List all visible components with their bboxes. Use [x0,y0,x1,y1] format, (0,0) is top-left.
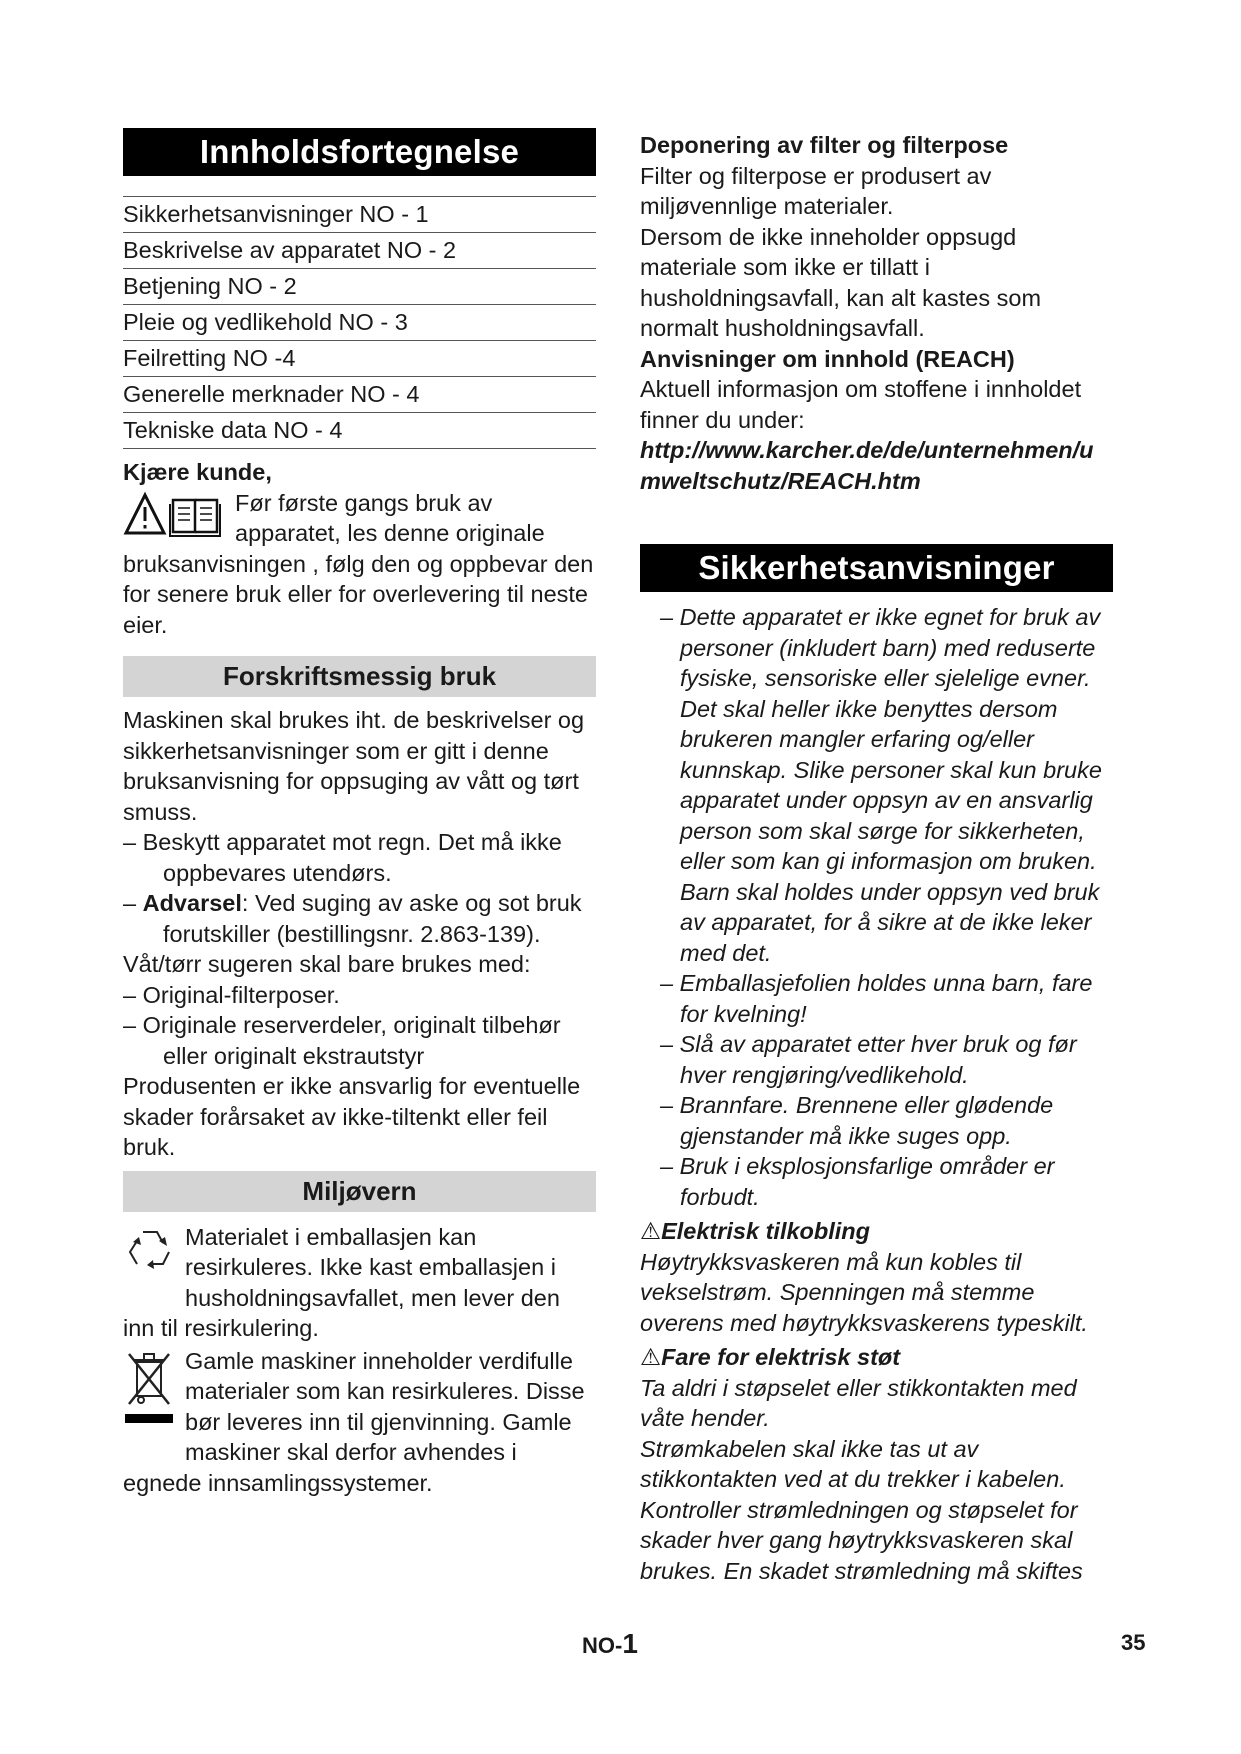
shock-paragraph: Strømkabelen skal ikke tas ut av stikkontakten ved at du trekker i kabelen. [640,1435,1066,1492]
weee-text: Gamle maskiner inneholder verdifulle materialer som kan resirkuleres. Disse bør leveres inn til gjenvinning. Gamle maskiner skal derfor avhendes i egnede innsamlingssystemer. [123,1347,585,1496]
toc-item[interactable]: Beskrivelse av apparatet NO - 2 [123,233,596,269]
greeting: Kjære kunde, [123,459,272,485]
toc-item[interactable]: Feilretting NO -4 [123,341,596,377]
intro-text: Før første gangs bruk av apparatet, les denne originale bruksanvisningen , følg den og oppbevar den for senere bruk eller for overlevering til neste eier. [123,489,594,638]
safety-title: Sikkerhetsanvisninger [640,544,1113,592]
disposal-heading: Deponering av filter og filterpose [640,132,1009,158]
disposal-paragraph: Dersom de ikke inneholder oppsugd materiale som ikke er tillatt i husholdningsavfall, kan alt kastes som normalt husholdningsavfall. [640,223,1042,341]
list-item: – Beskytt apparatet mot regn. Det må ikke oppbevares utendørs. [123,829,562,886]
list-item: – Original-filterposer. [123,981,340,1008]
shock-paragraph: Ta aldri i støpselet eller stikkontakten med våte hender. [640,1374,1077,1431]
safety-list [640,602,1113,1212]
intro-block [123,488,596,641]
list-item: – Emballasjefolien holdes unna barn, fare for kvelning! [660,970,1093,1027]
toc-list [123,196,596,449]
crossed-bin-icon [123,1348,177,1442]
intended-use-paragraph: Produsenten er ikke ansvarlig for eventuelle skader forårsaket av ikke-tiltenkt eller feil bruk. [123,1073,581,1160]
electrical-heading: ⚠Elektrisk tilkobling [640,1218,871,1244]
page-label: NO-1 [582,1628,638,1659]
list-item: – Originale reserverdeler, originalt tilbehør eller originalt ekstrautstyr [123,1012,561,1069]
shock-paragraph: Kontroller strømledningen og støpselet for skader hver gang høytrykksvaskeren skal brukes. En skadet strømledning må skiftes [640,1496,1083,1584]
recycling-text: Materialet i emballasjen kan resirkuleres. Ikke kast emballasjen i husholdningsavfallet, men lever den inn til resirkulering. [123,1223,560,1341]
disposal-paragraph: Filter og filterpose er produsert av miljøvennlige materialer. [640,162,992,219]
intended-use-title: Forskriftsmessig bruk [123,656,596,697]
warning-icon: ⚠ [640,1218,662,1244]
toc-item[interactable]: Pleie og vedlikehold NO - 3 [123,305,596,341]
warning-icon: ⚠ [640,1344,662,1370]
warning-label: Advarsel [142,890,242,916]
list-item: – Advarsel: Ved suging av aske og sot bruk forutskiller (bestillingsnr. 2.863-139). [123,890,582,947]
list-item: – Bruk i eksplosjonsfarlige områder er forbudt. [660,1153,1055,1210]
right-column [640,130,1113,1586]
shock-heading: ⚠Fare for elektrisk støt [640,1344,901,1370]
electrical-text: Høytrykksvaskeren må kun kobles til vekselstrøm. Spenningen må stemme overens med høytrykksvaskerens typeskilt. [640,1248,1088,1336]
list-item: – Slå av apparatet etter hver bruk og før hver rengjøring/vedlikehold. [660,1031,1077,1088]
left-column [123,128,596,1498]
intended-use-paragraph: Maskinen skal brukes iht. de beskrivelser og sikkerhetsanvisninger som er gitt i denne bruksanvisning for oppsuging av vått og tørt smuss. [123,707,585,825]
section-page: 1 [622,1628,638,1659]
list-item: – Dette apparatet er ikke egnet for bruk av personer (inkludert barn) med reduserte fysiske, sensoriske eller sjelelige evner. Det skal heller ikke benyttes dersom brukeren mangler erfaring og/eller kunnskap. Slike personer skal kun bruke apparatet under oppsyn av en ansvarlig person som skal sørge for sikkerheten, eller som kan gi informasjon om bruken. Barn skal holdes under oppsyn ved bruk av apparatet, for å sikre at de ikke leker med det. [660,604,1102,966]
page-number: 35 [1121,1630,1146,1655]
toc-item[interactable]: Generelle merknader NO - 4 [123,377,596,413]
environment-title: Miljøvern [123,1171,596,1212]
toc-item[interactable]: Tekniske data NO - 4 [123,413,596,449]
toc-title: Innholdsfortegnelse [123,128,596,176]
recycle-icon [123,1224,177,1286]
reach-link[interactable]: http://www.karcher.de/de/unternehmen/umweltschutz/REACH.htm [640,437,1094,494]
reach-paragraph: Aktuell informasjon om stoffene i innholdet finner du under: [640,376,1082,433]
intended-use-paragraph: Våt/tørr sugeren skal bare brukes med: [123,951,531,977]
reach-heading: Anvisninger om innhold (REACH) [640,345,1015,372]
weee-block [123,1346,596,1499]
list-item: – Brannfare. Brennene eller glødende gjenstander må ikke suges opp. [660,1092,1054,1149]
warning-manual-icon [123,490,227,546]
recycling-block [123,1222,596,1344]
toc-item[interactable]: Betjening NO - 2 [123,269,596,305]
toc-item[interactable]: Sikkerhetsanvisninger NO - 1 [123,197,596,233]
